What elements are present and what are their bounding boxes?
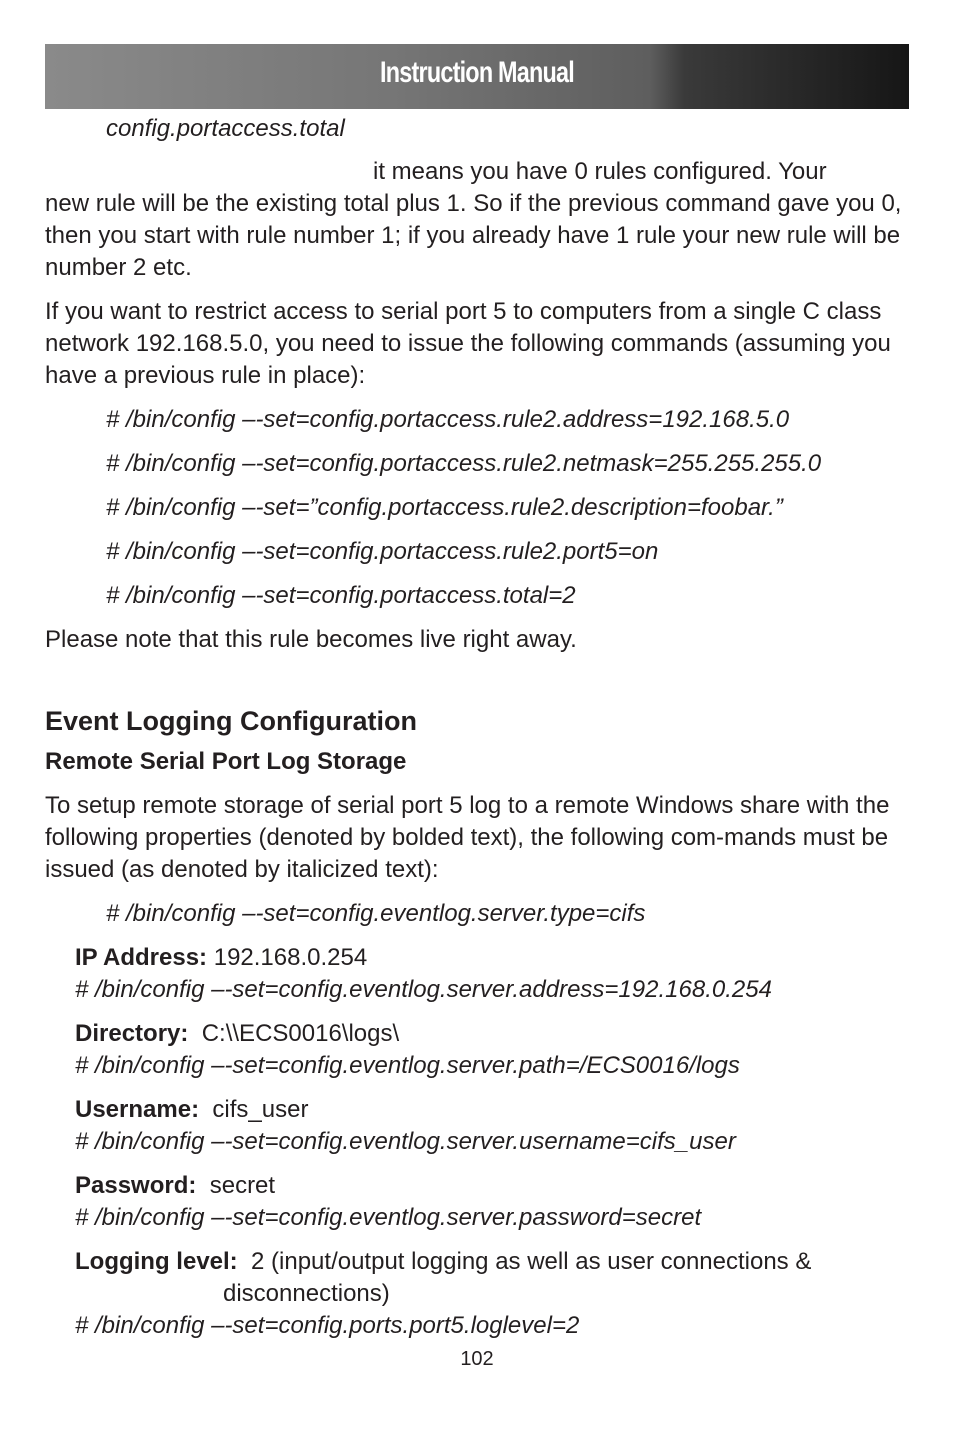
property-value: C:\\ECS0016\logs\ (201, 1020, 400, 1047)
property-ip-address (45, 942, 915, 1006)
command-line: # /bin/config –-set=config.portaccess.total=2 (106, 582, 576, 609)
command-line: # /bin/config –-set=config.portaccess.rule2.address=192.168.5.0 (106, 406, 790, 433)
property-label: Password: (75, 1172, 197, 1199)
property-value-continued: disconnections) (223, 1280, 390, 1307)
subsection-heading: Remote Serial Port Log Storage (45, 748, 407, 775)
intro-para1-line1: it means you have 0 rules configured. Your (373, 158, 827, 185)
command-line: # /bin/config –-set=config.portaccess.rule2.port5=on (106, 538, 659, 565)
command-line: # /bin/config –-set=config.portaccess.rule2.netmask=255.255.255.0 (106, 450, 822, 477)
property-command: # /bin/config –-set=config.eventlog.server.address=192.168.0.254 (75, 976, 772, 1003)
property-logging-level (45, 1246, 915, 1342)
property-value: 2 (input/output logging as well as user connections & (251, 1248, 812, 1275)
property-command: # /bin/config –-set=config.eventlog.server.path=/ECS0016/logs (75, 1052, 740, 1079)
property-value: secret (209, 1172, 276, 1199)
property-command: # /bin/config –-set=config.ports.port5.loglevel=2 (75, 1312, 580, 1339)
property-label: IP Address: (75, 944, 208, 971)
property-value: 192.168.0.254 (213, 944, 368, 971)
page-number: 102 (460, 1348, 494, 1370)
intro-para1-rest: new rule will be the existing total plus 1. So if the previous command gave you 0, then you start with rule number 1; if you already have 1 rule your new rule will be number 2 etc. (45, 190, 902, 281)
property-label: Username: (75, 1096, 200, 1123)
intro-para2: If you want to restrict access to serial port 5 to computers from a single C class network 192.168.5.0, you need to issue the following commands (assuming you have a previous rule in place): (45, 298, 891, 389)
intro-command: config.portaccess.total (106, 115, 345, 142)
type-command: # /bin/config –-set=config.eventlog.server.type=cifs (106, 900, 646, 927)
property-label: Directory: (75, 1020, 189, 1047)
live-note: Please note that this rule becomes live right away. (45, 626, 577, 653)
header-title: Instruction Manual (380, 56, 574, 89)
page-header-banner (45, 44, 909, 109)
property-command: # /bin/config –-set=config.eventlog.server.password=secret (75, 1204, 702, 1231)
property-label: Logging level: (75, 1248, 238, 1275)
property-password (45, 1170, 915, 1234)
property-username (45, 1094, 915, 1158)
property-value: cifs_user (212, 1096, 309, 1123)
property-directory (45, 1018, 915, 1082)
command-line: # /bin/config –-set=”config.portaccess.rule2.description=foobar.” (106, 494, 783, 521)
property-command: # /bin/config –-set=config.eventlog.server.username=cifs_user (75, 1128, 736, 1155)
section-heading: Event Logging Configuration (45, 706, 417, 736)
section-para: To setup remote storage of serial port 5 log to a remote Windows share with the following properties (denoted by bolded text), the following com-mands must be issued (as denoted by italicized text): (45, 792, 890, 883)
page-body (45, 113, 915, 1342)
